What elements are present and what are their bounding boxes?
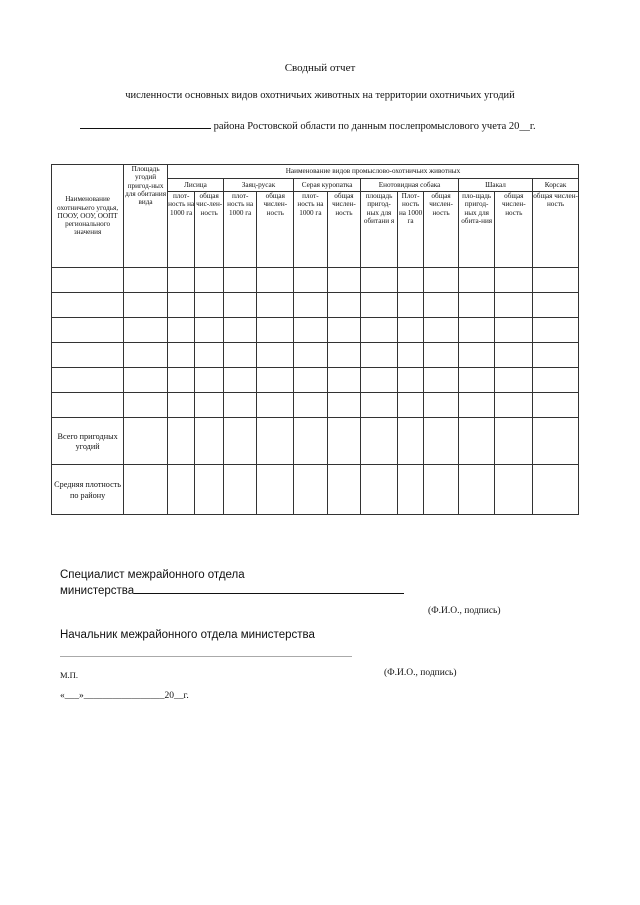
table-cell: [195, 393, 223, 418]
total-row-label: Всего пригодных угодий: [52, 418, 124, 465]
table-cell: [495, 293, 533, 318]
subheader-cell: плот-ность на 1000 га: [294, 192, 328, 268]
table-cell: [327, 343, 361, 368]
table-cell: [124, 393, 168, 418]
table-cell: [533, 343, 579, 368]
table-cell: [361, 268, 398, 293]
species-partridge: Серая куропатка: [294, 179, 361, 192]
species-jackal: Шакал: [458, 179, 532, 192]
subheader-cell: общая числен-ность: [533, 192, 579, 268]
table-cell: [361, 318, 398, 343]
document-title: Сводный отчет: [284, 62, 356, 74]
table-row: [52, 268, 579, 293]
table-cell: [124, 368, 168, 393]
table-cell: [294, 293, 328, 318]
table-cell: [167, 293, 194, 318]
chief-signature-line: [60, 656, 352, 657]
subheader-cell: Плот-ность на 1000 га: [397, 192, 423, 268]
table-cell: [52, 393, 124, 418]
table-row: [52, 318, 579, 343]
table-cell: [223, 368, 257, 393]
fio-caption-1: (Ф.И.О., подпись): [428, 606, 501, 616]
table-cell: [257, 343, 294, 368]
specialist-signature-block: [60, 568, 404, 599]
table-cell: [458, 393, 495, 418]
table-cell: [424, 318, 459, 343]
table-cell: [294, 318, 328, 343]
table-cell: [397, 393, 423, 418]
table-row: [52, 293, 579, 318]
table-cell: [257, 293, 294, 318]
table-cell: [223, 393, 257, 418]
table-cell: [52, 268, 124, 293]
fio-caption-2: (Ф.И.О., подпись): [384, 668, 457, 678]
table-cell: [397, 368, 423, 393]
average-row-label: Средняя плотность по району: [52, 465, 124, 515]
table-cell: [167, 368, 194, 393]
table-cell: [397, 268, 423, 293]
table-cell: [257, 318, 294, 343]
table-cell: [424, 293, 459, 318]
subheader-cell: общая числен-ность: [495, 192, 533, 268]
empty-rows: [52, 268, 579, 418]
table-cell: [294, 343, 328, 368]
table-cell: [257, 393, 294, 418]
table-cell: [495, 268, 533, 293]
table-cell: [327, 318, 361, 343]
header-name-column: Наименование охотничьего угодья, ПООУ, ООУ, ООПТ регионального значения: [52, 165, 124, 268]
species-fox: Лисица: [167, 179, 223, 192]
table-cell: [167, 268, 194, 293]
table-cell: [458, 368, 495, 393]
table-cell: [294, 368, 328, 393]
table-cell: [124, 343, 168, 368]
table-row: [52, 343, 579, 368]
chief-title: Начальник межрайонного отдела министерства: [60, 629, 315, 641]
table-cell: [124, 318, 168, 343]
table-cell: [124, 268, 168, 293]
district-caption: района Ростовской области по данным послепромыслового учета 20__г.: [213, 121, 536, 132]
table-cell: [294, 393, 328, 418]
table-cell: [361, 393, 398, 418]
table-cell: [533, 268, 579, 293]
table-cell: [458, 268, 495, 293]
document-subtitle-district: [80, 118, 536, 132]
table-cell: [495, 393, 533, 418]
table-cell: [424, 368, 459, 393]
table-cell: [397, 293, 423, 318]
table-cell: [327, 368, 361, 393]
signature-line: [134, 583, 404, 594]
species-corsac: Корсак: [533, 179, 579, 192]
table-cell: [52, 293, 124, 318]
table-cell: [397, 318, 423, 343]
report-table: [51, 164, 579, 515]
table-cell: [533, 393, 579, 418]
subheader-cell: общая числен-ность: [257, 192, 294, 268]
species-hare: Заяц-русак: [223, 179, 293, 192]
ministry-label: министерства: [60, 584, 135, 597]
subheader-cell: общая числен-ность: [327, 192, 361, 268]
table-cell: [167, 343, 194, 368]
stamp-place-label: М.П.: [60, 670, 78, 680]
table-cell: [167, 393, 194, 418]
table-cell: [52, 368, 124, 393]
table-cell: [361, 343, 398, 368]
subheader-cell: пло-щадь пригод-ных для обита-ния: [458, 192, 495, 268]
table-cell: [257, 368, 294, 393]
table-cell: [52, 343, 124, 368]
table-cell: [195, 268, 223, 293]
table-cell: [223, 343, 257, 368]
table-cell: [327, 268, 361, 293]
table-cell: [327, 393, 361, 418]
table-cell: [533, 318, 579, 343]
table-cell: [458, 318, 495, 343]
table-cell: [257, 268, 294, 293]
header-species-group: Наименование видов промыслово-охотничьих животных: [167, 165, 578, 179]
specialist-title: Специалист межрайонного отдела: [60, 569, 245, 581]
date-line: «___»_________________20__г.: [60, 691, 189, 701]
table-cell: [458, 343, 495, 368]
table-cell: [495, 343, 533, 368]
table-cell: [294, 268, 328, 293]
table-cell: [195, 368, 223, 393]
table-cell: [52, 318, 124, 343]
table-row: [52, 368, 579, 393]
table-cell: [327, 293, 361, 318]
table-cell: [424, 343, 459, 368]
table-cell: [223, 318, 257, 343]
table-cell: [533, 368, 579, 393]
table-cell: [495, 368, 533, 393]
table-cell: [195, 318, 223, 343]
subheader-cell: плот-ность на 1000 га: [223, 192, 257, 268]
subheader-cell: общая числен-ность: [424, 192, 459, 268]
subheader-cell: площадь пригод-ных для обитани я: [361, 192, 398, 268]
document-subtitle: численности основных видов охотничьих животных на территории охотничьих угодий: [125, 90, 515, 101]
table-cell: [495, 318, 533, 343]
table-cell: [124, 293, 168, 318]
table-cell: [361, 368, 398, 393]
table-cell: [424, 393, 459, 418]
table-cell: [223, 268, 257, 293]
table-cell: [533, 293, 579, 318]
table-cell: [397, 343, 423, 368]
table-cell: [458, 293, 495, 318]
district-blank-line: [80, 118, 211, 129]
table-cell: [195, 293, 223, 318]
table-cell: [167, 318, 194, 343]
table-cell: [361, 293, 398, 318]
subheader-cell: плот-ность на 1000 га: [167, 192, 194, 268]
table-cell: [195, 343, 223, 368]
table-row: [52, 393, 579, 418]
subheader-cell: общая чис-лен-ность: [195, 192, 223, 268]
table-cell: [424, 268, 459, 293]
species-raccoon-dog: Енотовидная собака: [361, 179, 459, 192]
table-cell: [223, 293, 257, 318]
header-area-column: Площадь угодий пригод-ных для обитания вида: [124, 165, 168, 268]
